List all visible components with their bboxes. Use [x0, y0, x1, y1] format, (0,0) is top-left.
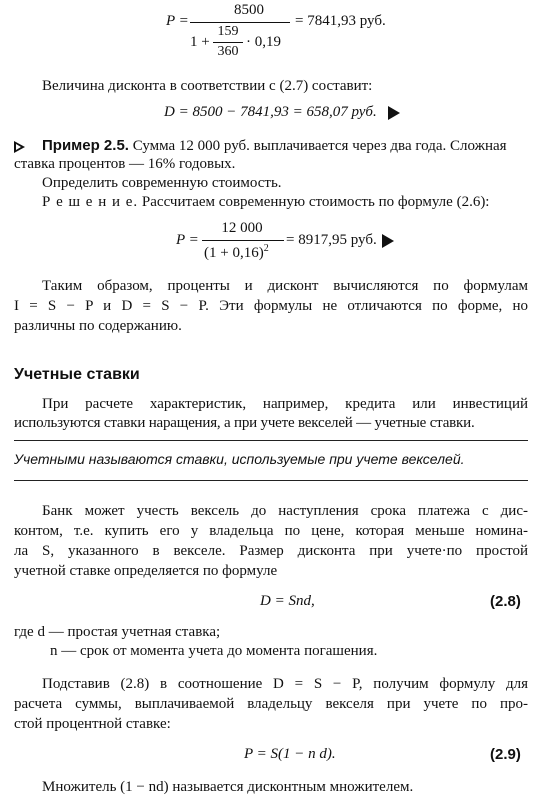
paragraph-3-line-4: учетной ставке определяется по формуле: [14, 563, 278, 579]
paragraph-4-line-3: стой процентной ставке:: [14, 716, 171, 732]
last-line: Множитель (1 − nd) называется дисконтным множителем.: [42, 779, 414, 795]
paragraph-1-line-2: I = S − P и D = S − P. Эти формулы не отличаются по форме, но: [14, 298, 528, 314]
solution-label: Р е ш е н и е.: [42, 194, 139, 210]
paragraph-4-line-2: расчета суммы, выплачиваемой владельцу векселя при учете по про-: [14, 696, 528, 712]
formula-1-inner-numerator: 159: [217, 24, 239, 39]
formula-1-inner-suffix: · 0,19: [246, 34, 281, 50]
formula-3-lhs: P =: [176, 232, 199, 248]
formula-1-inner-bar: [213, 42, 243, 43]
formula-1-numerator: 8500: [234, 2, 264, 18]
section-heading: Учетные ставки: [14, 366, 140, 383]
discount-intro: Величина дисконта в соответствии с (2.7) составит:: [42, 78, 373, 94]
solution-line: [42, 194, 489, 211]
where-line-2: n — срок от момента учета до момента погашения.: [50, 643, 378, 659]
formula-1-result: = 7841,93 руб.: [295, 13, 386, 29]
paragraph-1-line-1: Таким образом, проценты и дисконт вычисляются по формулам: [42, 278, 528, 294]
paragraph-4-line-1: Подставив (2.8) в соотношение D = S − P, получим формулу для: [42, 676, 528, 692]
example-label: Пример 2.5.: [42, 137, 129, 154]
definition-bottom-rule: [14, 480, 528, 481]
end-of-example-triangle-icon: [388, 106, 400, 120]
paragraph-1-line-3: различны по содержанию.: [14, 318, 182, 334]
definition: Учетными называются ставки, используемые при учете векселей.: [14, 451, 465, 467]
paragraph-3-line-3: ла S, указанного в векселе. Размер дисконта при учете·по простой: [14, 543, 528, 559]
where-line-1: где d — простая учетная ставка;: [14, 624, 221, 640]
paragraph-3-line-2: контом, т.е. купить его у владельца по цене, которая меньше номина-: [14, 523, 528, 539]
end-of-example-triangle-icon-2: [382, 234, 394, 248]
formula-5: P = S(1 − n d).: [244, 746, 336, 762]
paragraph-3-line-1: Банк может учесть вексель до наступления срока платежа с дис-: [42, 503, 528, 519]
example-line-1-text: Сумма 12 000 руб. выплачивается через два года. Сложная: [132, 138, 507, 154]
formula-3-denominator: $(1 + 0,16)^2$: [204, 243, 269, 261]
formula-3-fraction-bar: [202, 240, 284, 241]
formula-3-exponent: 2: [263, 243, 269, 254]
example-marker-triangle-icon: [14, 141, 25, 153]
formula-1-lhs: P =: [166, 13, 189, 29]
formula-4: D = Snd,: [260, 593, 315, 609]
formula-3-numerator: 12 000: [221, 220, 263, 236]
paragraph-2-line-2: используются ставки наращения, а при учете векселей — учетные ставки.: [14, 415, 475, 431]
solution-text: Рассчитаем современную стоимость по формуле (2.6):: [141, 194, 490, 210]
formula-5-number: (2.9): [490, 746, 521, 763]
formula-3-result: = 8917,95 руб.: [286, 232, 377, 248]
example-line-1: [42, 137, 507, 155]
formula-1-inner-denominator: 360: [217, 44, 239, 59]
example-line-2: ставка процентов — 16% годовых.: [14, 156, 236, 172]
definition-top-rule: [14, 440, 528, 441]
formula-1-denom-prefix: 1 +: [190, 34, 210, 50]
example-line-3: Определить современную стоимость.: [42, 175, 282, 191]
formula-4-number: (2.8): [490, 593, 521, 610]
paragraph-2-line-1: При расчете характеристик, например, кредита или инвестиций: [42, 396, 528, 412]
formula-1-fraction-bar: [190, 22, 290, 23]
formula-2: D = 8500 − 7841,93 = 658,07 руб.: [164, 104, 377, 120]
